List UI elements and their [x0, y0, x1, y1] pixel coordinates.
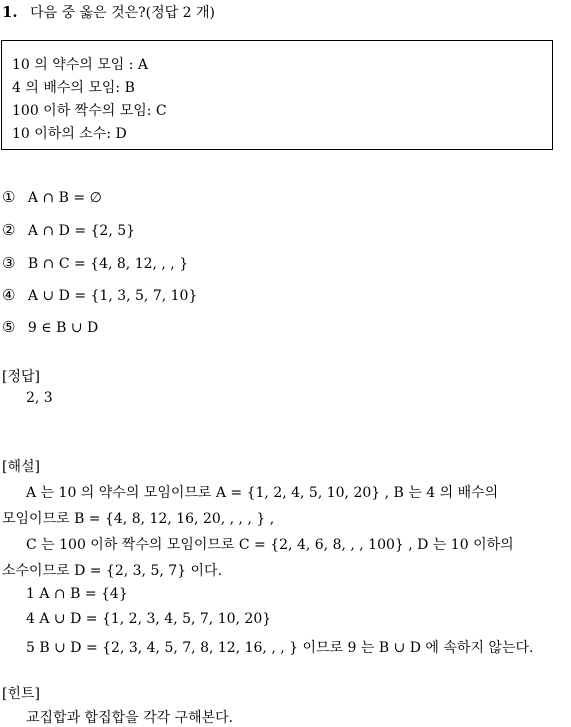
hint-text: 교집합과 합집합을 각각 구해본다.: [26, 710, 234, 726]
option-number: ④: [2, 286, 16, 304]
explanation-line: 모임이므로 B = {4, 8, 12, 16, 20, , , , } ,: [2, 511, 275, 527]
explanation-line: A 는 10 의 약수의 모임이므로 A = {1, 2, 4, 5, 10, 20} , B 는 4 의 배수의: [26, 485, 499, 501]
box-line-b: 4 의 배수의 모임: B: [12, 80, 135, 96]
option-number: ⑤: [2, 318, 16, 336]
box-line-a: 10 의 약수의 모임 : A: [12, 57, 149, 73]
option-3[interactable]: [2, 254, 188, 272]
question-header: [2, 2, 215, 22]
definition-box: [1, 40, 553, 150]
option-4[interactable]: [2, 286, 197, 304]
option-1[interactable]: [2, 188, 102, 206]
answer-value: 2, 3: [26, 390, 53, 406]
option-text: A ∩ D = {2, 5}: [27, 223, 136, 239]
explanation-label: [해설]: [2, 459, 40, 475]
explanation-line: 5 B ∪ D = {2, 3, 4, 5, 7, 8, 12, 16, , , } 이므로 9 는 B ∪ D 에 속하지 않는다.: [26, 640, 534, 656]
explanation-line: 4 A ∪ D = {1, 2, 3, 4, 5, 7, 10, 20}: [26, 611, 272, 627]
option-text: 9 ∈ B ∪ D: [27, 320, 99, 336]
option-number: ③: [2, 254, 16, 272]
box-line-d: 10 이하의 소수: D: [12, 126, 127, 142]
option-number: ②: [2, 221, 16, 239]
answer-label: [정답]: [2, 369, 40, 385]
option-5[interactable]: [2, 318, 98, 336]
option-2[interactable]: [2, 221, 135, 239]
question-text: 다음 중 옳은 것은?(정답 2 개): [30, 5, 215, 21]
hint-label: [힌트]: [2, 686, 40, 702]
question-number: 1.: [2, 3, 18, 21]
explanation-line: C 는 100 이하 짝수의 모임이므로 C = {2, 4, 6, 8, , , 100} , D 는 10 이하의: [26, 537, 514, 553]
option-text: A ∪ D = {1, 3, 5, 7, 10}: [27, 288, 198, 304]
option-text: B ∩ C = {4, 8, 12, , , }: [27, 256, 189, 272]
explanation-line: 소수이므로 D = {2, 3, 5, 7} 이다.: [2, 563, 223, 579]
option-text: A ∩ B = ∅: [27, 190, 102, 206]
box-line-c: 100 이하 짝수의 모임: C: [12, 103, 167, 119]
option-number: ①: [2, 188, 16, 206]
explanation-line: 1 A ∩ B = {4}: [26, 586, 128, 602]
